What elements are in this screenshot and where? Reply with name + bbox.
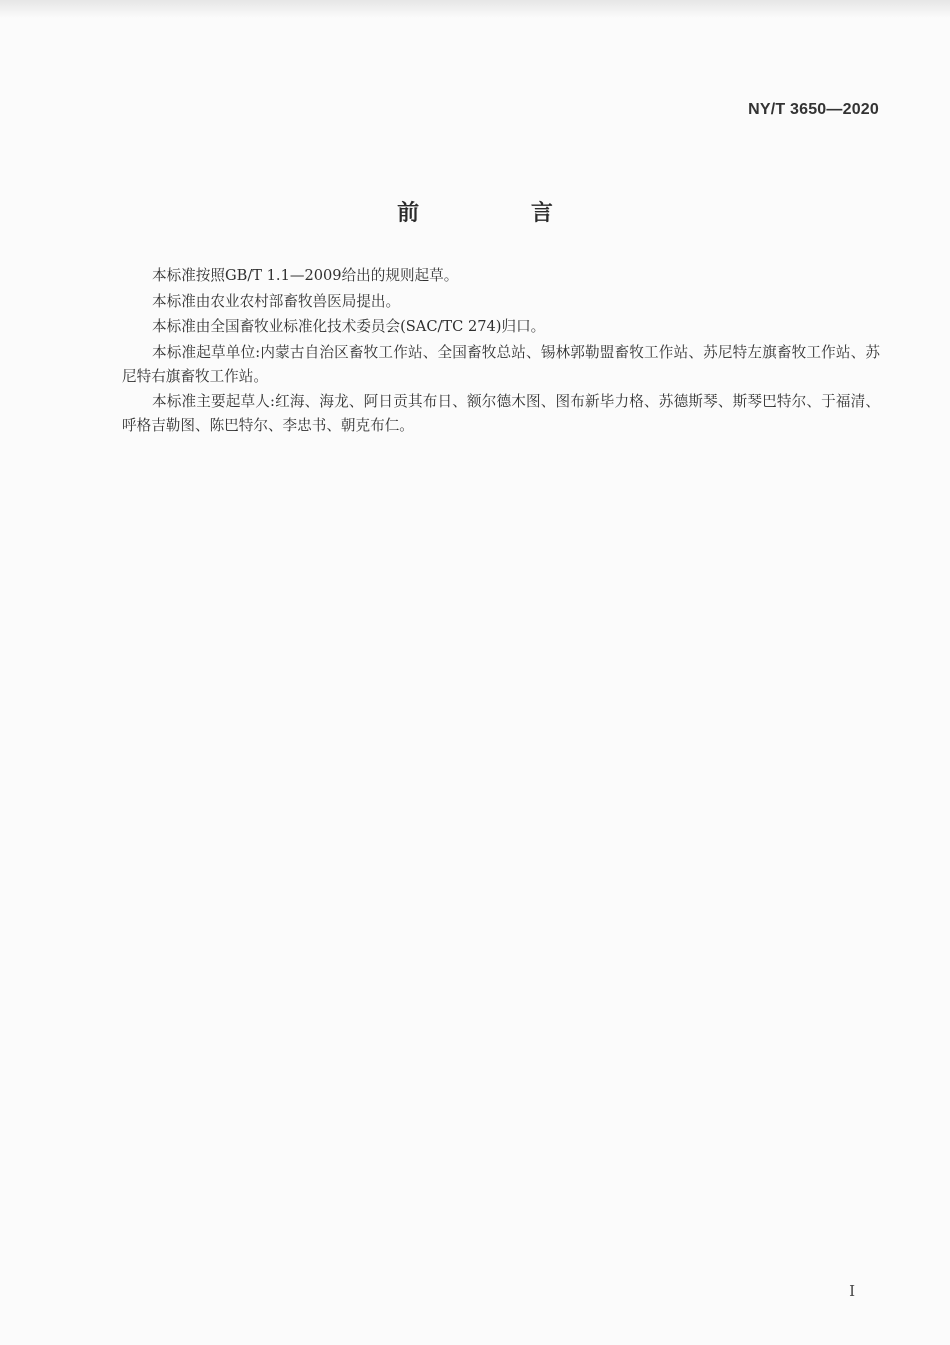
paragraph-proposer: 本标准由农业农村部畜牧兽医局提出。 bbox=[152, 292, 401, 310]
page-number: I bbox=[849, 1282, 855, 1300]
paragraph-drafters: 本标准主要起草人:红海、海龙、阿日贡其布日、额尔德木图、图布新毕力格、苏德斯琴、斯琴巴特尔、于福清、呼格吉勒图、陈巴特尔、李忠书、朝克布仁。 bbox=[122, 393, 880, 434]
paragraph-committee: 本标准由全国畜牧业标准化技术委员会(SAC/TC 274)归口。 bbox=[152, 318, 546, 335]
standard-code: NY/T 3650—2020 bbox=[748, 101, 879, 118]
foreword-body bbox=[122, 264, 880, 440]
paragraph-drafting-rules: 本标准按照GB/T 1.1—2009给出的规则起草。 bbox=[152, 267, 459, 284]
page-title: 前 言 bbox=[397, 201, 605, 226]
paragraph-drafting-units: 本标准起草单位:内蒙古自治区畜牧工作站、全国畜牧总站、锡林郭勒盟畜牧工作站、苏尼特左旗畜牧工作站、苏尼特右旗畜牧工作站。 bbox=[122, 343, 880, 385]
scan-edge-shade bbox=[0, 0, 950, 18]
